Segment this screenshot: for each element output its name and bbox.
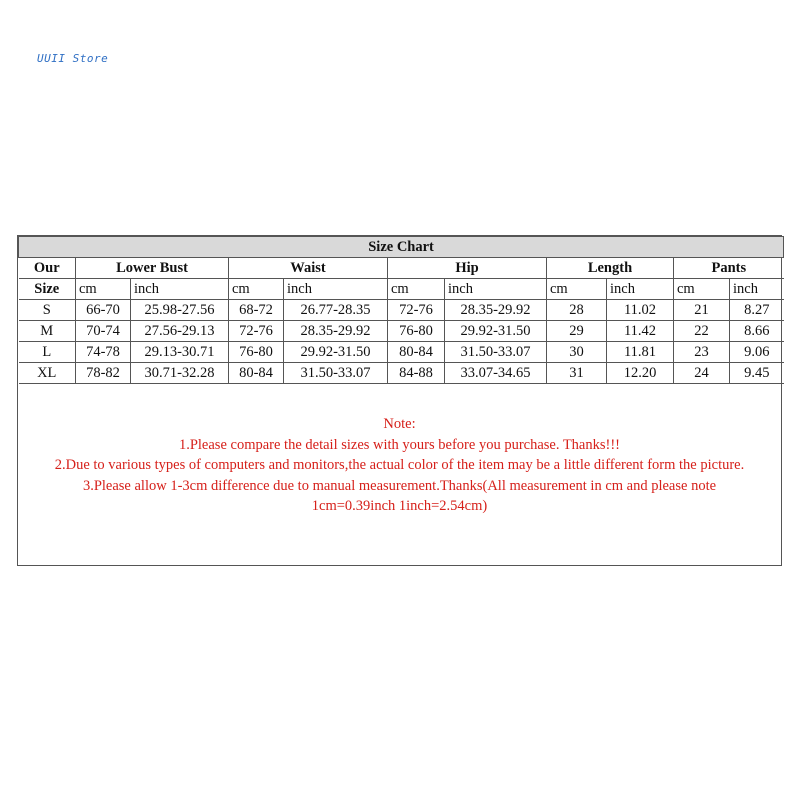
table-cell: 9.45	[730, 363, 784, 384]
table-cell: 29.13-30.71	[131, 342, 229, 363]
store-watermark: UUII Store	[37, 52, 109, 65]
table-cell: 11.42	[607, 321, 674, 342]
table-cell: 23	[674, 342, 730, 363]
table-cell: 26.77-28.35	[284, 300, 388, 321]
header-row-top	[19, 258, 784, 279]
table-cell: 9.06	[730, 342, 784, 363]
table-cell: 31.50-33.07	[445, 342, 547, 363]
notes-section	[18, 384, 781, 517]
title-row	[19, 237, 784, 258]
table-cell: 28.35-29.92	[284, 321, 388, 342]
note-line-2: 2.Due to various types of computers and monitors,the actual color of the item may be a little different form the picture.	[54, 457, 745, 473]
table-cell: 76-80	[388, 321, 445, 342]
unit-cell: cm	[76, 279, 131, 300]
table-cell: 74-78	[76, 342, 131, 363]
table-cell: 8.66	[730, 321, 784, 342]
table-cell: 25.98-27.56	[131, 300, 229, 321]
size-cell: L	[19, 342, 76, 363]
table-cell: 27.56-29.13	[131, 321, 229, 342]
table-cell: 33.07-34.65	[445, 363, 547, 384]
table-cell: 68-72	[229, 300, 284, 321]
table-cell: 78-82	[76, 363, 131, 384]
table-row	[19, 342, 784, 363]
header-length: Length	[547, 258, 674, 279]
table-cell: 66-70	[76, 300, 131, 321]
header-row-sub	[19, 279, 784, 300]
unit-cell: inch	[131, 279, 229, 300]
table-cell: 80-84	[388, 342, 445, 363]
size-cell: XL	[19, 363, 76, 384]
header-lower-bust: Lower Bust	[76, 258, 229, 279]
table-cell: 72-76	[229, 321, 284, 342]
table-cell: 70-74	[76, 321, 131, 342]
table-cell: 29.92-31.50	[284, 342, 388, 363]
unit-cell: inch	[284, 279, 388, 300]
table-cell: 28.35-29.92	[445, 300, 547, 321]
table-cell: 31	[547, 363, 607, 384]
table-cell: 84-88	[388, 363, 445, 384]
note-line-1: 1.Please compare the detail sizes with yours before you purchase. Thanks!!!	[178, 436, 621, 453]
size-table	[18, 236, 784, 384]
unit-cell: cm	[388, 279, 445, 300]
header-hip: Hip	[388, 258, 547, 279]
table-cell: 30.71-32.28	[131, 363, 229, 384]
table-cell: 24	[674, 363, 730, 384]
table-cell: 11.02	[607, 300, 674, 321]
table-row	[19, 363, 784, 384]
table-cell: 22	[674, 321, 730, 342]
note-heading: Note:	[383, 416, 416, 432]
table-cell: 21	[674, 300, 730, 321]
table-cell: 29.92-31.50	[445, 321, 547, 342]
unit-cell: inch	[607, 279, 674, 300]
table-cell: 31.50-33.07	[284, 363, 388, 384]
header-waist: Waist	[229, 258, 388, 279]
table-cell: 8.27	[730, 300, 784, 321]
unit-cell: inch	[445, 279, 547, 300]
table-row	[19, 300, 784, 321]
table-row	[19, 321, 784, 342]
unit-cell: cm	[547, 279, 607, 300]
unit-cell: cm	[229, 279, 284, 300]
table-cell: 30	[547, 342, 607, 363]
table-cell: 76-80	[229, 342, 284, 363]
header-pants: Pants	[674, 258, 784, 279]
size-chart	[17, 235, 782, 566]
header-our: Our	[19, 258, 76, 279]
table-title: Size Chart	[19, 237, 784, 258]
unit-cell: inch	[730, 279, 784, 300]
table-cell: 29	[547, 321, 607, 342]
header-size: Size	[19, 279, 76, 300]
table-cell: 11.81	[607, 342, 674, 363]
note-line-3: 3.Please allow 1-3cm difference due to manual measurement.Thanks(All measurement in cm and please note 1cm=0.39inch 1inch=2.54cm)	[82, 477, 717, 514]
size-cell: M	[19, 321, 76, 342]
table-cell: 12.20	[607, 363, 674, 384]
table-cell: 28	[547, 300, 607, 321]
table-cell: 80-84	[229, 363, 284, 384]
table-cell: 72-76	[388, 300, 445, 321]
unit-cell: cm	[674, 279, 730, 300]
size-cell: S	[19, 300, 76, 321]
